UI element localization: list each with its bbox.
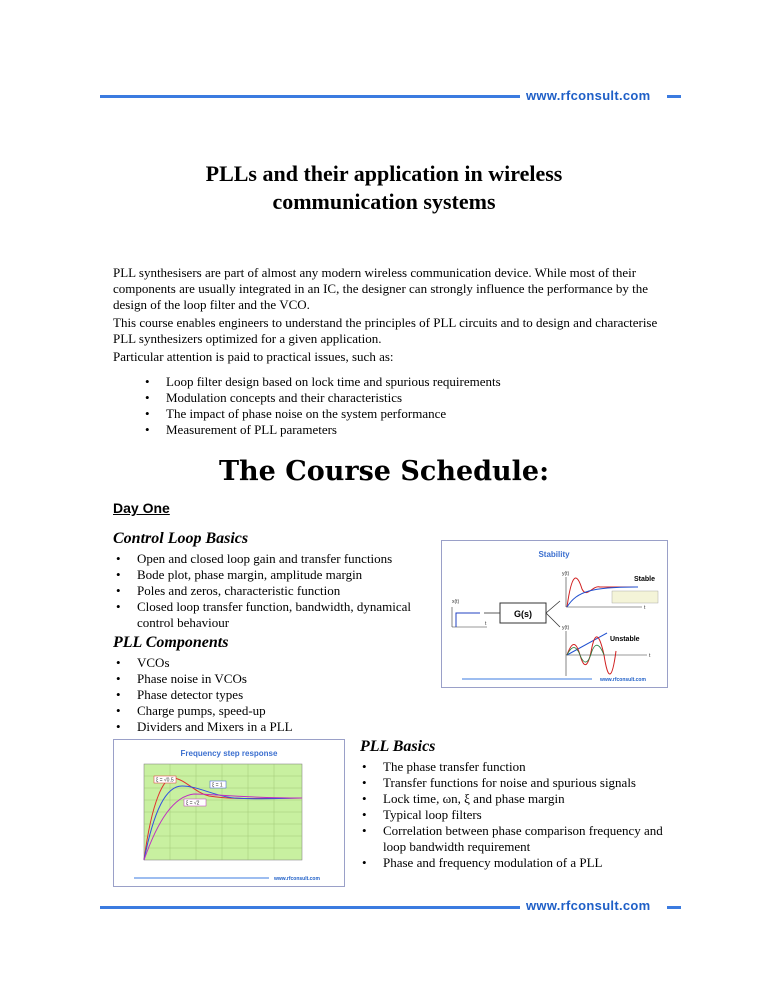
intro-paragraph-3: Particular attention is paid to practical issues, such as: <box>113 349 394 364</box>
list-item: • Phase noise in VCOs <box>113 671 413 687</box>
list-item: • Measurement of PLL parameters <box>142 422 662 438</box>
list-item: • VCOs <box>113 655 413 671</box>
stability-figure <box>441 540 668 688</box>
basics-list <box>359 759 669 871</box>
components-list <box>113 655 413 735</box>
page-title: PLLs and their application in wireless communication systems <box>205 161 563 214</box>
step-title: Frequency step response <box>180 749 278 758</box>
footer-url[interactable]: www.rfconsult.com <box>526 898 651 913</box>
stable-t-label: t <box>644 605 646 611</box>
list-item: • The impact of phase noise on the system performance <box>142 406 662 422</box>
header-rule-right <box>667 95 681 98</box>
unstable-t-label: t <box>649 653 651 659</box>
list-item: • Correlation between phase comparison frequency and loop bandwidth requirement <box>359 823 669 855</box>
intro-bullet-list <box>142 374 662 438</box>
intro-paragraph-2: This course enables engineers to understand the principles of PLL circuits and to design and characterise PLL synthesizers optimized for a given application. <box>113 315 658 346</box>
list-item: • The phase transfer function <box>359 759 669 775</box>
curve-label-1: ξ = √0.5 <box>156 777 174 784</box>
intro-paragraph-1: PLL synthesisers are part of almost any modern wireless communication device. While most of their components are usually integrated in an IC, the designer can strongly influence the performance by the design of the loop filter and the VCO. <box>113 265 648 312</box>
list-item: • Lock time, ωn, ξ and phase margin <box>359 791 669 807</box>
section-heading-control: Control Loop Basics <box>113 530 249 547</box>
stability-title: Stability <box>538 550 570 559</box>
list-item: • Modulation concepts and their characteristics <box>142 390 662 406</box>
stability-diagram <box>442 541 667 687</box>
g-block-label: G(s) <box>514 609 532 619</box>
list-item: • Bode plot, phase margin, amplitude margin <box>113 567 418 583</box>
list-item: • Closed loop transfer function, bandwidth, dynamical control behaviour <box>113 599 418 631</box>
control-list <box>113 551 418 631</box>
footer-rule-right <box>667 906 681 909</box>
input-label: x(t) <box>452 599 460 605</box>
curve-label-2: ξ = 1 <box>212 782 223 789</box>
unstable-y-label: y(t) <box>562 625 570 631</box>
stability-footer-url: www.rfconsult.com <box>600 677 646 683</box>
section-heading-basics: PLL Basics <box>360 738 436 755</box>
stable-y-label: y(t) <box>562 571 570 577</box>
footer-rule-left <box>100 906 520 909</box>
input-t-label: t <box>485 621 487 627</box>
schedule-title: The Course Schedule: <box>218 456 550 487</box>
list-item: • Transfer functions for noise and spurious signals <box>359 775 669 791</box>
day-heading: Day One <box>113 500 170 516</box>
step-footer-url: www.rfconsult.com <box>274 876 320 882</box>
header-url[interactable]: www.rfconsult.com <box>526 88 651 103</box>
list-item: • Loop filter design based on lock time and spurious requirements <box>142 374 662 390</box>
stable-label: Stable <box>634 576 656 583</box>
list-item: • Charge pumps, speed-up <box>113 703 413 719</box>
list-item: • Phase and frequency modulation of a PLL <box>359 855 669 871</box>
list-item: • Typical loop filters <box>359 807 669 823</box>
step-response-chart <box>114 740 344 886</box>
list-item: • Phase detector types <box>113 687 413 703</box>
section-heading-components: PLL Components <box>113 634 229 651</box>
step-response-figure <box>113 739 345 887</box>
header-rule-left <box>100 95 520 98</box>
list-item: • Open and closed loop gain and transfer functions <box>113 551 418 567</box>
list-item: • Dividers and Mixers in a PLL <box>113 719 413 735</box>
list-item: • Poles and zeros, characteristic function <box>113 583 418 599</box>
unstable-label: Unstable <box>610 636 640 643</box>
curve-label-3: ξ = √2 <box>186 800 200 807</box>
